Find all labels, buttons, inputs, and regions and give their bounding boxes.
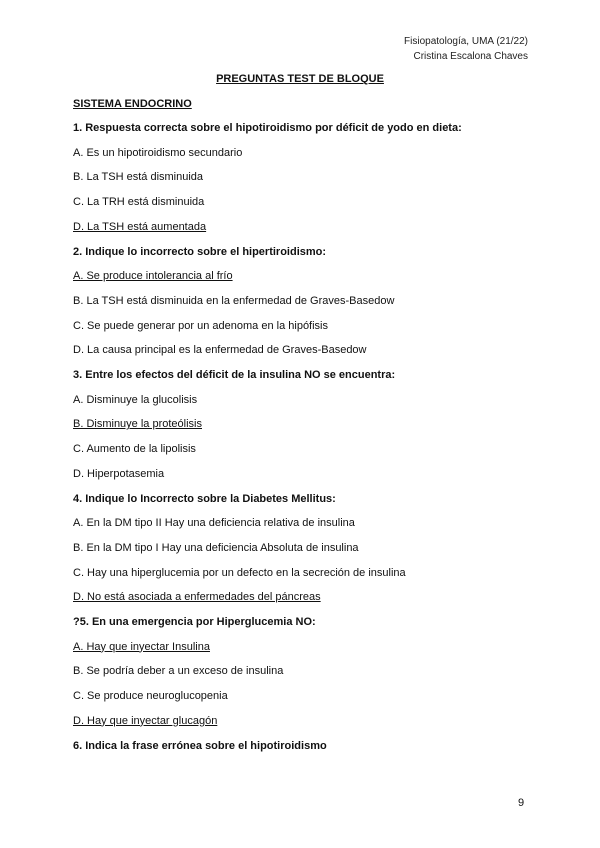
answer-option: A. Disminuye la glucolisis [73,393,198,406]
section-heading: SISTEMA ENDOCRINO [73,98,192,110]
answer-option-correct: B. Disminuye la proteólisis [73,418,202,431]
answer-option: B. La TSH está disminuida [73,171,204,184]
question-text: 1. Respuesta correcta sobre el hipotiroidismo por déficit de yodo en dieta: [73,122,462,134]
answer-option: A. En la DM tipo II Hay una deficiencia relativa de insulina [73,517,355,530]
header-course: Fisiopatología, UMA (21/22) [404,36,528,47]
answer-option: C. La TRH está disminuida [73,196,205,209]
answer-option: D. Hiperpotasemia [73,467,165,480]
answer-option-correct: D. La TSH está aumentada [73,220,207,233]
answer-option: B. Se podría deber a un exceso de insulina [73,665,284,678]
question-text: ?5. En una emergencia por Hiperglucemia NO: [73,616,316,628]
question-text: 2. Indique lo incorrecto sobre el hipertiroidismo: [73,245,327,258]
page-title: PREGUNTAS TEST DE BLOQUE [216,73,384,85]
answer-option: C. Se puede generar por un adenoma en la hipófisis [73,319,329,332]
header-author: Cristina Escalona Chaves [413,51,528,62]
answer-option-correct: D. No está asociada a enfermedades del páncreas [73,591,321,604]
answer-option: D. La causa principal es la enfermedad de Graves-Basedow [73,344,367,357]
question-text: 3. Entre los efectos del déficit de la insulina NO se encuentra: [73,369,396,381]
question-text: 4. Indique lo Incorrecto sobre la Diabetes Mellitus: [73,492,336,505]
answer-option-correct: A. Hay que inyectar Insulina [73,640,210,653]
answer-option: B. La TSH está disminuida en la enfermedad de Graves-Basedow [73,294,395,307]
answer-option: C. Se produce neuroglucopenia [73,690,228,703]
answer-option: B. En la DM tipo I Hay una deficiencia Absoluta de insulina [73,541,359,554]
answer-option: C. Hay una hiperglucemia por un defecto en la secreción de insulina [73,566,406,579]
answer-option-correct: A. Se produce intolerancia al frío [73,270,233,283]
answer-option: A. Es un hipotiroidismo secundario [73,146,243,159]
answer-option: C. Aumento de la lipolisis [73,443,196,456]
answer-option-correct: D. Hay que inyectar glucagón [73,714,218,727]
question-text: 6. Indica la frase errónea sobre el hipotiroidismo [73,739,327,752]
page-number: 9 [518,797,525,809]
